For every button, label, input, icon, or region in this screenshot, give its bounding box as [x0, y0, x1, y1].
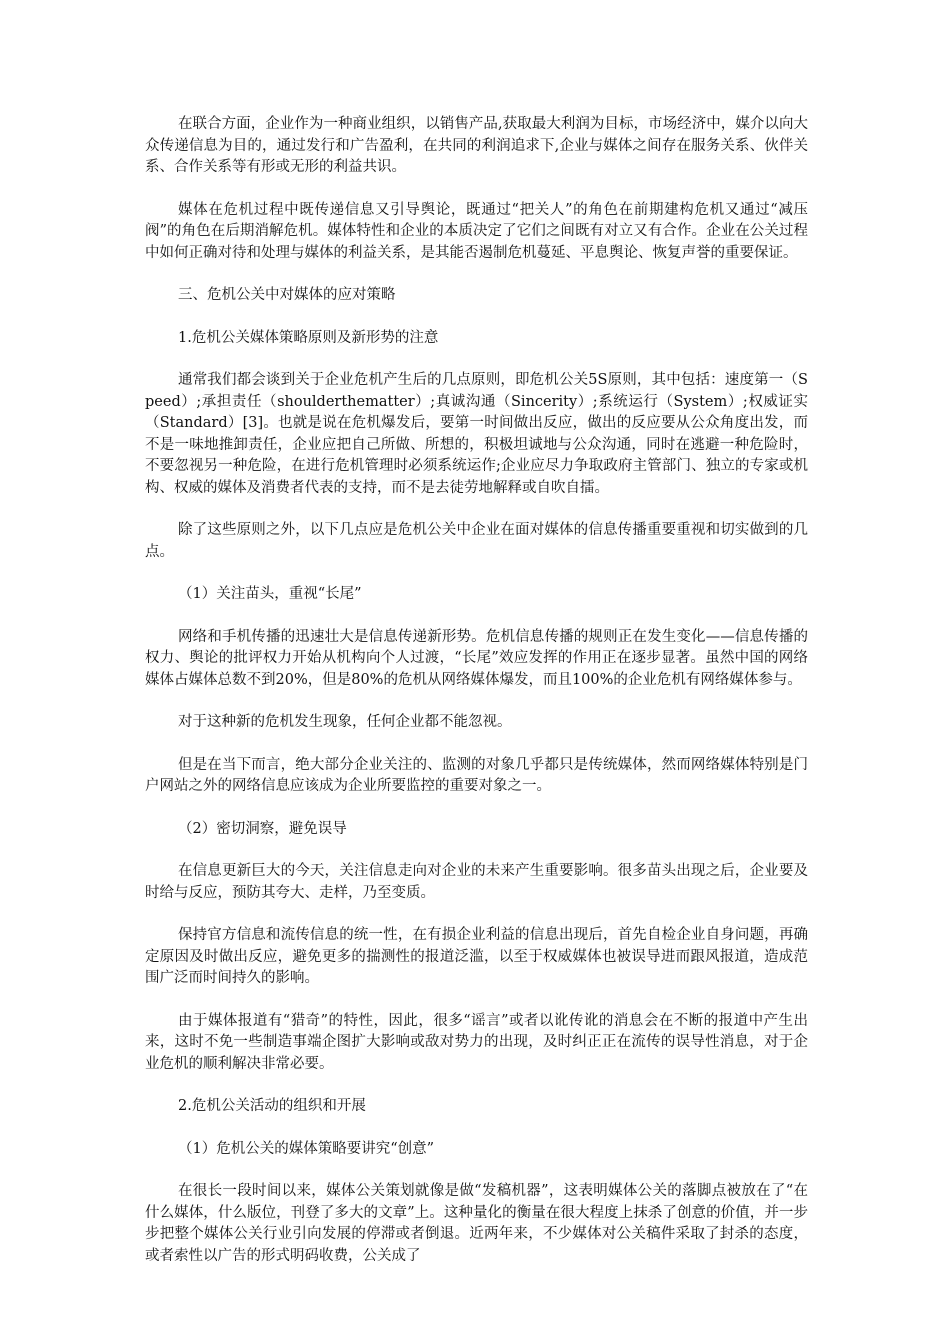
- paragraph-consistency: 保持官方信息和流传信息的统一性，在有损企业利益的信息出现后，首先自检企业自身问题，再确定原因及时做出反应，避免更多的揣测性的报道泛滥，以至于权威媒体也被误导进而跟风报道，造成范围广泛而时间持久的影响。: [145, 927, 808, 986]
- subsection-heading-2: 2.危机公关活动的组织和开展: [178, 1098, 366, 1114]
- paragraph-network-spread: 网络和手机传播的迅速壮大是信息传递新形势。危机信息传播的规则正在发生变化——信息传播的权力、舆论的批评权力开始从机构向个人过渡，“长尾”效应发挥的作用正在逐步显著。虽然中国的网络媒体占媒体总数不到20%，但是80%的危机从网络媒体爆发，而且100%的企业危机有网络媒体参与。: [145, 628, 808, 688]
- document-body: [145, 114, 808, 1288]
- paragraph-info-trend: 在信息更新巨大的今天，关注信息走向对企业的未来产生重要影响。很多苗头出现之后，企业要及时给与反应，预防其夸大、走样，乃至变质。: [145, 863, 808, 901]
- paragraph-monitoring: 但是在当下而言，绝大部分企业关注的、监测的对象几乎都只是传统媒体，然而网络媒体特别是门户网站之外的网络信息应该成为企业所要监控的重要对象之一。: [145, 756, 808, 794]
- paragraph-alliance: 在联合方面，企业作为一种商业组织，以销售产品,获取最大利润为目标，市场经济中，媒介以向大众传递信息为目的，通过发行和广告盈利，在共同的利润追求下,企业与媒体之间存在服务关系、伙伴关系、合作关系等有形或无形的利益共识。: [145, 116, 808, 175]
- point-heading-creative: （1）危机公关的媒体策略要讲究“创意”: [178, 1140, 435, 1157]
- paragraph-rumors: 由于媒体报道有“猎奇”的特性，因此，很多“谣言”或者以讹传讹的消息会在不断的报道中产生出来，这时不免一些制造事端企图扩大影响或敌对势力的出现，及时纠正正在流传的误导性消息，对于企业危机的顺利解决非常必要。: [145, 1012, 808, 1072]
- subsection-heading-1: 1.危机公关媒体策略原则及新形势的注意: [178, 329, 439, 346]
- paragraph-additional-points: 除了这些原则之外，以下几点应是危机公关中企业在面对媒体的信息传播重要重视和切实做到的几点。: [145, 522, 808, 560]
- paragraph-media-role: 媒体在危机过程中既传递信息又引导舆论，既通过“把关人”的角色在前期建构危机又通过“减压阀”的角色在后期消解危机。媒体特性和企业的本质决定了它们之间既有对立又有合作。企业在公关过程中如何正确对待和处理与媒体的利益关系，是其能否遏制危机蔓延、平息舆论、恢复声誉的重要保证。: [145, 201, 808, 261]
- point-heading-2: （2）密切洞察，避免误导: [178, 820, 347, 837]
- paragraph-5s-principles: 通常我们都会谈到关于企业危机产生后的几点原则，即危机公关5S原则，其中包括：速度第一（Speed）;承担责任（shoulderthematter）;真诚沟通（Sincerity）;系统运行（System）;权威证实（Standard）[3]。也就是说在危机爆发后，要第一时间做出反应，做出的反应要从公众角度出发，而不是一味地推卸责任，企业应把自己所做、所想的，积极坦诚地与公众沟通，同时在逃避一种危险时，不要忽视另一种危险，在进行危机管理时必须系统运作;企业应尽力争取政府主管部门、独立的专家或机构、权威的媒体及消费者代表的支持，而不是去徒劳地解释或自吹自擂。: [145, 372, 808, 496]
- paragraph-not-ignore: 对于这种新的危机发生现象，任何企业都不能忽视。: [178, 714, 512, 730]
- paragraph-press-machine: 在很长一段时间以来，媒体公关策划就像是做“发稿机器”，这表明媒体公关的落脚点被放在了“在什么媒体，什么版位，刊登了多大的文章”上。这种量化的衡量在很大程度上抹杀了创意的价值，并一步步把整个媒体公关行业引向发展的停滞或者倒退。近两年来，不少媒体对公关稿件采取了封杀的态度，或者索性以广告的形式明码收费，公关成了: [145, 1183, 808, 1264]
- point-heading-1: （1）关注苗头，重视“长尾”: [178, 586, 362, 602]
- section-heading-3: 三、危机公关中对媒体的应对策略: [178, 287, 396, 303]
